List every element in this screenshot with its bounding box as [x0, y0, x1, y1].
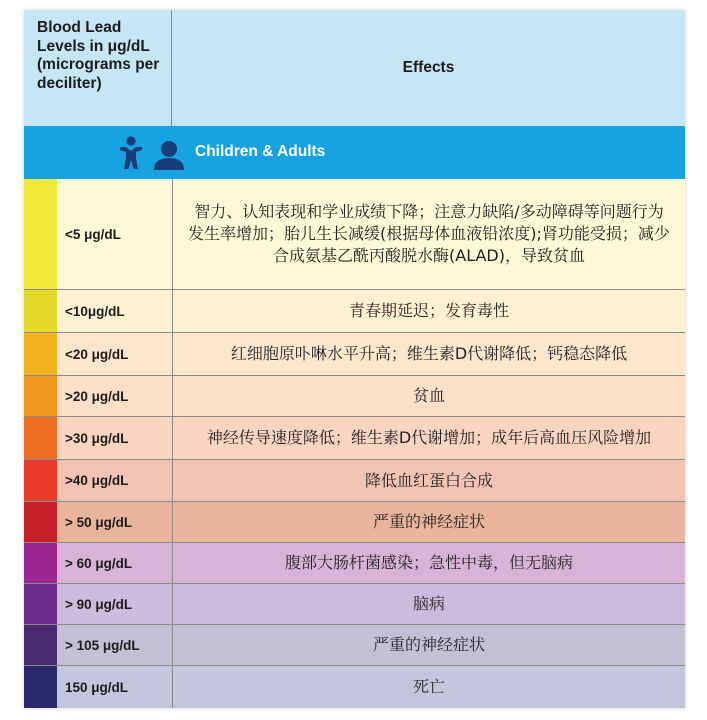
adult-icon [152, 140, 186, 170]
table-row [24, 376, 685, 417]
level-color-swatch [24, 502, 57, 542]
level-color-swatch [24, 417, 57, 459]
level-label: >20 μg/dL [65, 388, 129, 404]
effect-text: 贫血 [412, 386, 445, 405]
effect-text: 神经传导速度降低；维生素D代谢增加；成年后高血压风险增加 [206, 428, 652, 447]
child-icon [118, 136, 144, 170]
header-levels-cell [24, 10, 172, 126]
effect-text: 降低血红蛋白合成 [364, 470, 493, 490]
children-adults-band [24, 126, 685, 179]
header-effects-title: Effects [402, 59, 455, 76]
level-color-swatch [24, 666, 57, 708]
effect-text: 腹部大肠杆菌感染；急性中毒，但无脑病 [284, 553, 573, 572]
level-color-swatch [24, 376, 57, 416]
level-label: <5 μg/dL [65, 226, 121, 242]
header-levels-title: Blood Lead Levels in μg/dL (micrograms per deciliter) [37, 19, 160, 92]
effect-text: 脑病 [412, 594, 445, 613]
table-row [24, 333, 685, 376]
effect-text: 严重的神经症状 [372, 635, 485, 654]
table-row [24, 666, 685, 708]
table-row [24, 543, 685, 584]
level-color-swatch [24, 179, 57, 289]
header-effects-cell [172, 10, 685, 126]
level-label: > 60 μg/dL [65, 555, 133, 571]
table-row [24, 584, 685, 625]
effect-text: 青春期延迟；发育毒性 [348, 301, 509, 320]
level-color-swatch [24, 460, 57, 501]
table-row [24, 417, 685, 460]
level-color-swatch [24, 543, 57, 583]
level-color-swatch [24, 625, 57, 665]
effect-text: 严重的神经症状 [372, 512, 485, 531]
table-row [24, 625, 685, 666]
effect-text: 智力、认知表现和学业成绩下降；注意力缺陷/多动障碍等问题行为发生率增加；胎儿生长减缓(根据母体血液铅浓度);肾功能受损；减少合成氨基乙酰丙酸脱水酶(ALAD)，导致贫血 [188, 202, 670, 265]
level-label: >30 μg/dL [65, 430, 129, 446]
lead-levels-table [24, 10, 685, 708]
table-row [24, 179, 685, 290]
level-color-swatch [24, 290, 57, 332]
effect-text: 死亡 [412, 677, 445, 696]
table-row [24, 502, 685, 543]
level-color-swatch [24, 584, 57, 624]
level-label: 150 μg/dL [65, 679, 129, 695]
effect-text: 红细胞原卟啉水平升高；维生素D代谢降低；钙稳态降低 [230, 344, 628, 363]
table-row [24, 290, 685, 333]
table-row [24, 460, 685, 502]
level-label: <20 μg/dL [65, 346, 129, 362]
level-label: >40 μg/dL [65, 473, 129, 488]
level-label: > 90 μg/dL [65, 596, 133, 612]
level-color-swatch [24, 333, 57, 375]
band-label: Children & Adults [195, 143, 326, 160]
level-label: > 105 μg/dL [65, 637, 140, 653]
level-label: > 50 μg/dL [65, 514, 133, 530]
level-label: <10μg/dL [65, 303, 125, 319]
